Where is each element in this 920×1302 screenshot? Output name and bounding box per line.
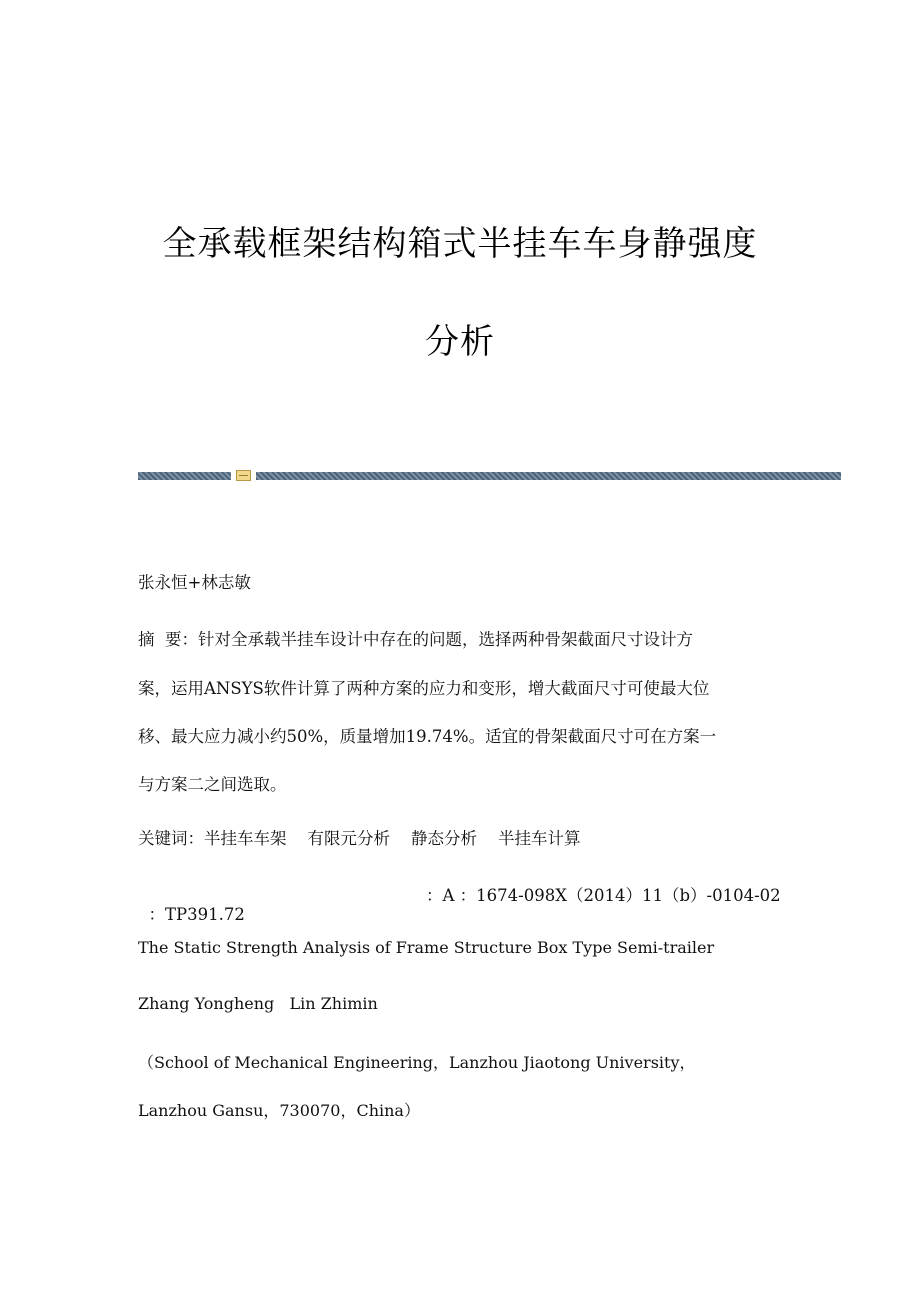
divider-bar-right: [256, 472, 841, 480]
section-divider: [138, 469, 841, 483]
abstract-line-1: 摘 要：针对全承载半挂车设计中存在的问题，选择两种骨架截面尺寸设计方: [138, 630, 693, 649]
english-affiliation-line-2: Lanzhou Gansu，730070，China）: [138, 1101, 420, 1120]
english-title: The Static Strength Analysis of Frame Structure Box Type Semi-trailer: [138, 938, 715, 957]
abstract-line-2: 案，运用ANSYS软件计算了两种方案的应力和变形，增大截面尺寸可使最大位: [138, 679, 710, 698]
keywords: 关键词：半挂车车架 有限元分析 静态分析 半挂车计算: [138, 829, 581, 848]
title-line-1: 全承载框架结构箱式半挂车车身静强度: [162, 224, 758, 264]
english-affiliation-line-1: （School of Mechanical Engineering，Lanzhou Jiaotong University，: [138, 1053, 696, 1072]
document-code: ：A ：1674-098X（2014）11（b）-0104-02: [426, 886, 781, 905]
divider-envelope-icon: [236, 470, 251, 481]
abstract-line-4: 与方案二之间选取。: [138, 775, 287, 794]
divider-bar-left: [138, 472, 231, 480]
english-authors: Zhang Yongheng Lin Zhimin: [138, 994, 378, 1013]
authors: 张永恒+林志敏: [138, 573, 251, 592]
title-line-2: 分析: [425, 322, 495, 362]
classification-number: ：TP391.72: [148, 905, 245, 924]
classification-row: [138, 882, 788, 944]
abstract-line-3: 移、最大应力减小约50%，质量增加19.74%。适宜的骨架截面尺寸可在方案一: [138, 727, 717, 746]
